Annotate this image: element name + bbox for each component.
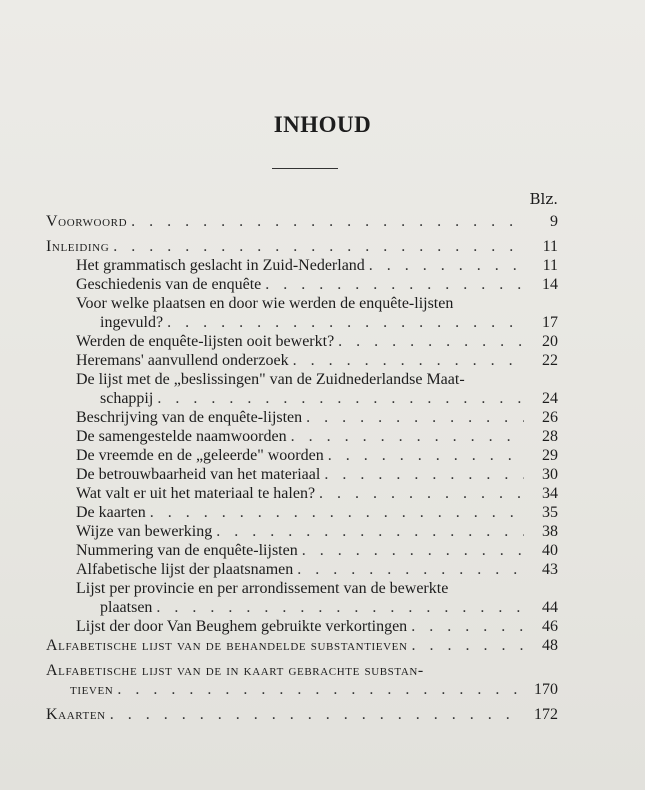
toc-entry-title-line: De lijst met de „beslissingen" van de Zuidnederlandse Maat- bbox=[76, 371, 465, 388]
dot-leader bbox=[156, 598, 524, 617]
toc-entry-title-line: Alfabetische lijst van de in kaart gebrachte substan- bbox=[46, 662, 424, 679]
toc-entry-page: 14 bbox=[542, 276, 558, 293]
toc-entry bbox=[46, 256, 558, 275]
toc-entry bbox=[46, 465, 558, 484]
toc-entry-title: Werden de enquête-lijsten ooit bewerkt? bbox=[76, 333, 335, 350]
dot-leader bbox=[297, 560, 524, 579]
toc-entry bbox=[46, 351, 558, 370]
toc-entry-title-line: Lijst per provincie en per arrondissement van de bewerkte bbox=[76, 580, 449, 597]
toc-entry-page: 40 bbox=[542, 542, 558, 559]
toc-entry-page: 9 bbox=[550, 213, 558, 230]
dot-leader bbox=[302, 541, 524, 560]
toc-entry bbox=[46, 617, 558, 636]
toc-entry-page: 11 bbox=[542, 257, 558, 274]
toc-entry bbox=[46, 705, 558, 724]
toc-entry-page: 46 bbox=[542, 618, 558, 635]
toc-entry-page: 24 bbox=[542, 390, 558, 407]
toc-entry-page: 26 bbox=[542, 409, 558, 426]
toc-entry bbox=[46, 661, 558, 699]
toc-entry-page: 22 bbox=[542, 352, 558, 369]
toc-entry-page: 17 bbox=[542, 314, 558, 331]
toc-entry bbox=[46, 484, 558, 503]
toc-entry-title: schappij bbox=[100, 390, 154, 407]
toc-entry bbox=[46, 275, 558, 294]
toc-entry-page: 20 bbox=[542, 333, 558, 350]
toc-entry bbox=[46, 541, 558, 560]
toc-entry-title: Alfabetische lijst der plaatsnamen bbox=[76, 561, 294, 578]
toc-entry-title: De kaarten bbox=[76, 504, 146, 521]
toc-entry-page: 172 bbox=[534, 706, 558, 723]
toc-entry bbox=[46, 370, 558, 408]
toc-entry-page: 28 bbox=[542, 428, 558, 445]
toc-entry-title: plaatsen bbox=[100, 599, 153, 616]
toc-entry bbox=[46, 237, 558, 256]
toc-entry bbox=[46, 579, 558, 617]
toc-entry-page: 48 bbox=[542, 637, 558, 654]
toc-entry-title: Geschiedenis van de enquête bbox=[76, 276, 262, 293]
toc-entry-title: De samengestelde naamwoorden bbox=[76, 428, 287, 445]
dot-leader bbox=[216, 522, 524, 541]
toc-entry-title: Alfabetische lijst van de behandelde substantieven bbox=[46, 637, 408, 654]
dot-leader bbox=[291, 427, 524, 446]
toc-entry-title: Wijze van bewerking bbox=[76, 523, 213, 540]
toc-entry-title: Lijst der door Van Beughem gebruikte verkortingen bbox=[76, 618, 408, 635]
toc-entry bbox=[46, 503, 558, 522]
dot-leader bbox=[167, 313, 524, 332]
page-column-header: Blz. bbox=[529, 190, 558, 208]
toc-entry-page: 11 bbox=[542, 238, 558, 255]
toc-entry-title: tieven bbox=[70, 681, 114, 698]
dot-leader bbox=[157, 389, 524, 408]
toc-entry-title: De vreemde en de „geleerde" woorden bbox=[76, 447, 324, 464]
dot-leader bbox=[150, 503, 524, 522]
toc-entry bbox=[46, 294, 558, 332]
toc-entry-title: ingevuld? bbox=[100, 314, 164, 331]
dot-leader bbox=[113, 237, 524, 256]
toc-entry-title: Nummering van de enquête-lijsten bbox=[76, 542, 298, 559]
toc-entry-title: Voorwoord bbox=[46, 213, 128, 230]
toc-entry bbox=[46, 408, 558, 427]
toc-entry-title: Heremans' aanvullend onderzoek bbox=[76, 352, 289, 369]
toc-entry-title: Het grammatisch geslacht in Zuid-Nederland bbox=[76, 257, 365, 274]
toc-entry bbox=[46, 332, 558, 351]
table-of-contents bbox=[46, 212, 558, 730]
dot-leader bbox=[412, 636, 524, 655]
toc-entry-title: Wat valt er uit het materiaal te halen? bbox=[76, 485, 316, 502]
toc-entry bbox=[46, 212, 558, 231]
toc-entry-page: 44 bbox=[542, 599, 558, 616]
toc-entry-page: 170 bbox=[534, 681, 558, 698]
dot-leader bbox=[319, 484, 524, 503]
toc-entry-page: 30 bbox=[542, 466, 558, 483]
page-title: INHOUD bbox=[273, 112, 372, 137]
dot-leader bbox=[110, 705, 524, 724]
dot-leader bbox=[369, 256, 524, 275]
toc-entry bbox=[46, 446, 558, 465]
toc-entry-title: Kaarten bbox=[46, 706, 106, 723]
title-rule bbox=[272, 168, 338, 169]
toc-entry bbox=[46, 560, 558, 579]
dot-leader bbox=[411, 617, 524, 636]
dot-leader bbox=[328, 446, 524, 465]
toc-entry-page: 43 bbox=[542, 561, 558, 578]
toc-entry-title-line: Voor welke plaatsen en door wie werden de enquête-lijsten bbox=[76, 295, 454, 312]
dot-leader bbox=[265, 275, 524, 294]
toc-entry bbox=[46, 427, 558, 446]
dot-leader bbox=[131, 212, 524, 231]
dot-leader bbox=[293, 351, 524, 370]
toc-entry-title: Beschrijving van de enquête-lijsten bbox=[76, 409, 303, 426]
toc-entry-page: 29 bbox=[542, 447, 558, 464]
toc-entry-page: 34 bbox=[542, 485, 558, 502]
toc-entry bbox=[46, 522, 558, 541]
dot-leader bbox=[117, 680, 524, 699]
toc-entry-title: De betrouwbaarheid van het materiaal bbox=[76, 466, 321, 483]
dot-leader bbox=[306, 408, 524, 427]
toc-entry-page: 38 bbox=[542, 523, 558, 540]
dot-leader bbox=[338, 332, 524, 351]
toc-entry bbox=[46, 636, 558, 655]
dot-leader bbox=[324, 465, 524, 484]
toc-entry-page: 35 bbox=[542, 504, 558, 521]
toc-entry-title: Inleiding bbox=[46, 238, 110, 255]
